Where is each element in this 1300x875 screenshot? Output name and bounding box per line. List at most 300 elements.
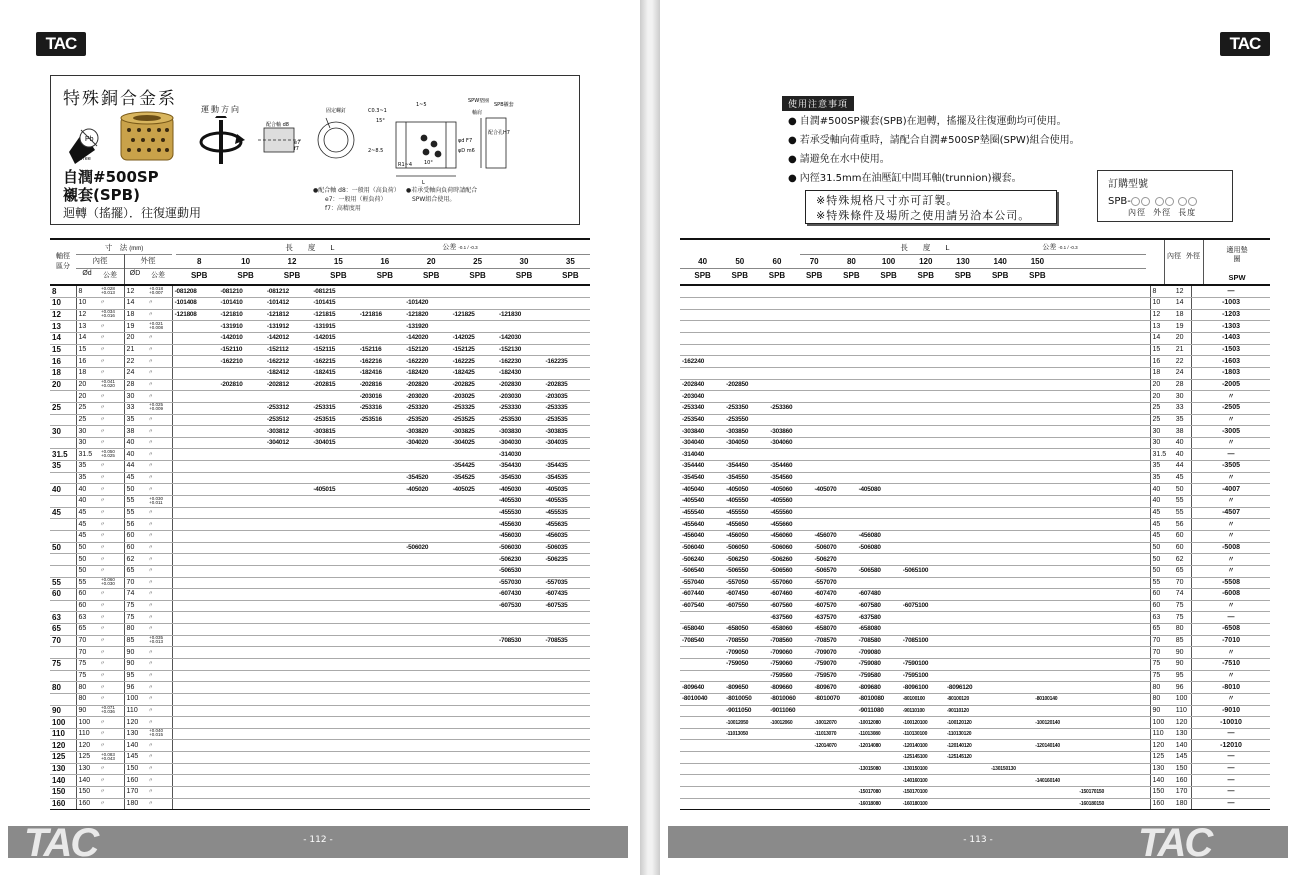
part-number: -253320 [404, 402, 450, 414]
inner-diameter: 140 [1150, 775, 1174, 787]
washer-code: -1603 [1192, 356, 1270, 368]
outer-diameter: 120 [124, 717, 146, 729]
inner-diameter: 140 [76, 775, 98, 787]
ditto-mark: 〃 [148, 696, 154, 703]
table-row [50, 414, 590, 426]
part-number [451, 705, 497, 717]
outer-diameter: 40 [124, 437, 146, 449]
inner-diameter: 35 [76, 461, 98, 473]
part-number [724, 775, 768, 787]
inner-diameter: 31.5 [1150, 449, 1174, 461]
part-number: -8010040 [680, 693, 724, 705]
spacer [1122, 530, 1146, 542]
outer-diameter: 95 [1174, 670, 1192, 682]
shaft-size: 50 [50, 542, 76, 554]
part-number [311, 391, 357, 403]
inner-diameter: 50 [1150, 542, 1174, 554]
ditto-mark: 〃 [100, 300, 106, 307]
part-number: -140160140 [1033, 775, 1077, 787]
shaft-size: 13 [50, 321, 76, 333]
spacer [1122, 414, 1146, 426]
part-number [768, 740, 812, 752]
outer-tolerance [146, 309, 172, 321]
part-number: -125145100 [901, 752, 945, 764]
part-number [989, 496, 1033, 508]
part-number: -405530 [497, 496, 543, 508]
part-number [989, 437, 1033, 449]
outer-diameter: 55 [124, 496, 146, 508]
inner-diameter: 55 [1150, 577, 1174, 589]
outer-diameter: 38 [1174, 426, 1192, 438]
part-number [497, 612, 543, 624]
part-number: -304025 [451, 437, 497, 449]
part-number [497, 321, 543, 333]
part-number: -9011050 [724, 705, 768, 717]
table-row [50, 565, 590, 577]
part-number [172, 484, 218, 496]
table-row [680, 426, 1270, 438]
part-number [680, 705, 724, 717]
part-number [358, 612, 404, 624]
part-number [497, 740, 543, 752]
part-number [989, 717, 1033, 729]
outer-tolerance [146, 600, 172, 612]
outer-diameter: 85 [1174, 635, 1192, 647]
part-number: -120140140 [1033, 740, 1077, 752]
part-number: -759050 [724, 659, 768, 671]
part-number: -405535 [543, 496, 590, 508]
part-number: -506080 [857, 542, 901, 554]
part-number [945, 600, 989, 612]
part-number [172, 496, 218, 508]
part-number [1033, 763, 1077, 775]
part-number [989, 472, 1033, 484]
shaft-size: 63 [50, 612, 76, 624]
part-number: -455650 [724, 519, 768, 531]
spacer [1122, 333, 1146, 345]
outer-diameter: 150 [124, 763, 146, 775]
part-number: -456060 [768, 530, 812, 542]
table-row [680, 461, 1270, 473]
part-number [172, 507, 218, 519]
part-number [265, 519, 311, 531]
part-number [768, 787, 812, 799]
part-number [358, 286, 404, 298]
spacer [1122, 693, 1146, 705]
part-number: -304015 [311, 437, 357, 449]
outer-diameter: 19 [124, 321, 146, 333]
part-number: -253325 [451, 402, 497, 414]
spacer [1122, 496, 1146, 508]
part-number: -8010070 [812, 693, 856, 705]
table-row [680, 437, 1270, 449]
part-number [451, 647, 497, 659]
ditto-mark: 〃 [100, 556, 106, 563]
ditto-mark: 〃 [148, 556, 154, 563]
part-number [724, 298, 768, 310]
inner-diameter: 25 [1150, 402, 1174, 414]
part-number: -101420 [404, 298, 450, 310]
part-number [724, 309, 768, 321]
outer-diameter: 90 [1174, 647, 1192, 659]
part-number [1077, 496, 1121, 508]
part-number [1077, 298, 1121, 310]
right-footer [668, 821, 1288, 865]
inner-diameter: 60 [76, 600, 98, 612]
part-number [219, 693, 265, 705]
part-number [989, 705, 1033, 717]
part-number [172, 519, 218, 531]
part-number [989, 554, 1033, 566]
part-number [1033, 344, 1077, 356]
part-number [724, 449, 768, 461]
table-row [50, 612, 590, 624]
outer-tolerance [146, 682, 172, 694]
outer-diameter: 55 [1174, 496, 1192, 508]
part-number [497, 763, 543, 775]
washer-code: — [1192, 775, 1270, 787]
part-number [404, 763, 450, 775]
part-number [311, 496, 357, 508]
part-number [857, 402, 901, 414]
ditto-mark: 〃 [148, 300, 154, 307]
outer-diameter: 90 [1174, 659, 1192, 671]
left-dimension-table [50, 286, 590, 810]
outer-diameter: 170 [1174, 787, 1192, 799]
part-number [945, 659, 989, 671]
spacer [1122, 589, 1146, 601]
inner-diameter: 90 [76, 705, 98, 717]
part-number: -162240 [680, 356, 724, 368]
part-number: -354450 [724, 461, 768, 473]
hdr-length-tol: 公差 -0.1 / -0.3 [442, 244, 478, 251]
part-number [451, 670, 497, 682]
part-number [543, 449, 590, 461]
part-number: -405050 [724, 484, 768, 496]
shaft-size: 100 [50, 717, 76, 729]
part-number [680, 752, 724, 764]
part-number [1077, 705, 1121, 717]
table-row [680, 286, 1270, 298]
note-4: ●若承受軸向負荷時請配合 [406, 187, 478, 194]
part-number [358, 298, 404, 310]
part-number: -152125 [451, 344, 497, 356]
part-number [404, 577, 450, 589]
part-number [311, 624, 357, 636]
part-number: -162215 [311, 356, 357, 368]
part-number [857, 344, 901, 356]
part-number [311, 775, 357, 787]
part-number [404, 519, 450, 531]
part-number: -253520 [404, 414, 450, 426]
part-number: -110130100 [901, 728, 945, 740]
inner-tolerance [98, 496, 124, 508]
part-number: -13015080 [857, 763, 901, 775]
angle-label: 15° [376, 118, 385, 124]
part-number: -354560 [768, 472, 812, 484]
part-number: -130150100 [901, 763, 945, 775]
part-number: -709070 [812, 647, 856, 659]
part-number [219, 600, 265, 612]
page-number: - 112 - [303, 835, 333, 845]
part-number [311, 589, 357, 601]
part-number: -152112 [265, 344, 311, 356]
part-number [265, 589, 311, 601]
part-number: -203040 [680, 391, 724, 403]
svg-text:Pb: Pb [85, 136, 94, 143]
outer-diameter: 140 [1174, 740, 1192, 752]
part-number [945, 530, 989, 542]
part-number: -11013080 [857, 728, 901, 740]
part-number [451, 542, 497, 554]
part-number [1033, 624, 1077, 636]
part-number: -354530 [497, 472, 543, 484]
part-number: -506270 [812, 554, 856, 566]
part-number: -303825 [451, 426, 497, 438]
table-row [680, 472, 1270, 484]
part-number [680, 717, 724, 729]
part-number [265, 565, 311, 577]
part-number: -142025 [451, 333, 497, 345]
washer-code: -12010 [1192, 740, 1270, 752]
ditto-mark: 〃 [100, 533, 106, 540]
part-number: -405540 [680, 496, 724, 508]
inner-diameter: 13 [1150, 321, 1174, 333]
spacer [1122, 356, 1146, 368]
part-number: -131920 [404, 321, 450, 333]
part-number [358, 461, 404, 473]
part-number [265, 717, 311, 729]
part-number [989, 740, 1033, 752]
usage-title: 使用注意事項 [782, 96, 854, 111]
washer-code: 〃 [1192, 565, 1270, 577]
part-number [1077, 589, 1121, 601]
part-number: -80100120 [945, 693, 989, 705]
washer-code: -1503 [1192, 344, 1270, 356]
shaft-size [50, 414, 76, 426]
ditto-mark: 〃 [100, 428, 106, 435]
length-header: 140 [993, 257, 1007, 266]
part-number [901, 612, 945, 624]
part-number: -456030 [497, 530, 543, 542]
part-number [404, 728, 450, 740]
product-subtitle: 迴轉（搖擺）．往復運動用 [63, 206, 202, 220]
part-number [404, 693, 450, 705]
part-number [543, 693, 590, 705]
part-number: -506570 [812, 565, 856, 577]
outer-diameter: 56 [124, 519, 146, 531]
washer-code: -9010 [1192, 705, 1270, 717]
part-number: -081215 [311, 286, 357, 298]
shaft-size [50, 565, 76, 577]
part-number: -162212 [265, 356, 311, 368]
page-113 [660, 0, 1300, 875]
inner-tolerance [98, 519, 124, 531]
part-number [219, 426, 265, 438]
table-row [680, 775, 1270, 787]
hdr-washer: 適用墊圈 [1226, 247, 1248, 263]
part-number [451, 298, 497, 310]
shaft-size: 150 [50, 787, 76, 799]
part-number [358, 472, 404, 484]
ditto-mark: 〃 [148, 486, 154, 493]
part-number: -142015 [311, 333, 357, 345]
outer-tolerance [146, 542, 172, 554]
part-number [812, 787, 856, 799]
part-number [265, 682, 311, 694]
part-number [543, 309, 590, 321]
tac-logo: TAC [36, 32, 86, 56]
part-number [812, 402, 856, 414]
shaft-size [50, 600, 76, 612]
part-number [1033, 461, 1077, 473]
ditto-mark: 〃 [100, 801, 106, 807]
part-number [989, 775, 1033, 787]
part-number [219, 530, 265, 542]
part-number [497, 624, 543, 636]
part-number [768, 333, 812, 345]
part-number [1077, 437, 1121, 449]
part-number [358, 484, 404, 496]
shaft-size: 14 [50, 333, 76, 345]
part-number [857, 472, 901, 484]
part-number: -202825 [451, 379, 497, 391]
part-number: -455550 [724, 507, 768, 519]
part-number [1033, 565, 1077, 577]
part-number: -809660 [768, 682, 812, 694]
part-number [989, 670, 1033, 682]
spb-header: SPB [880, 271, 897, 280]
ditto-mark: 〃 [148, 475, 154, 482]
inner-diameter: 30 [1150, 437, 1174, 449]
part-number [724, 740, 768, 752]
spacer [1122, 600, 1146, 612]
part-number [989, 728, 1033, 740]
part-number [265, 705, 311, 717]
inner-diameter: 80 [1150, 693, 1174, 705]
washer-code: -8010 [1192, 682, 1270, 694]
part-number: -253525 [451, 414, 497, 426]
part-number [311, 612, 357, 624]
ditto-mark: 〃 [148, 661, 154, 668]
part-number [901, 391, 945, 403]
part-number [945, 344, 989, 356]
part-number: -506060 [768, 542, 812, 554]
part-number: -354440 [680, 461, 724, 473]
part-number: -203030 [497, 391, 543, 403]
footer-logo: TAC [1138, 821, 1212, 865]
outer-tolerance [146, 461, 172, 473]
part-number [857, 752, 901, 764]
inner-diameter: 20 [1150, 391, 1174, 403]
part-number: -759070 [812, 659, 856, 671]
outer-diameter: 150 [1174, 763, 1192, 775]
inner-diameter: 55 [76, 577, 98, 589]
shaft-size [50, 391, 76, 403]
part-number [945, 298, 989, 310]
part-number: -506580 [857, 565, 901, 577]
spb-header: SPB [283, 271, 301, 280]
part-number [901, 298, 945, 310]
part-number: -160180150 [1077, 798, 1121, 810]
part-number: -253312 [265, 402, 311, 414]
spb-header: SPB [562, 271, 579, 280]
rotation-arrow-icon [191, 116, 251, 166]
outer-tolerance [146, 356, 172, 368]
washer-code: — [1192, 798, 1270, 810]
length-header: 10 [241, 257, 251, 266]
outer-diameter: 160 [124, 775, 146, 787]
part-number [1033, 414, 1077, 426]
shaft-size [50, 472, 76, 484]
washer-code: -5008 [1192, 542, 1270, 554]
part-number [404, 752, 450, 764]
part-number: -506035 [543, 542, 590, 554]
part-number [857, 309, 901, 321]
inner-tolerance [98, 577, 124, 589]
part-number [172, 542, 218, 554]
part-number [311, 472, 357, 484]
outer-tolerance [146, 647, 172, 659]
part-number [680, 298, 724, 310]
shaft-size [50, 670, 76, 682]
spacer [1122, 577, 1146, 589]
outer-tolerance [146, 635, 172, 647]
part-number [172, 461, 218, 473]
inner-diameter: 70 [76, 647, 98, 659]
inner-tolerance [98, 426, 124, 438]
part-number [1077, 356, 1121, 368]
spacer [1122, 682, 1146, 694]
inner-tolerance [98, 705, 124, 717]
part-number: -304012 [265, 437, 311, 449]
part-number: -10012080 [857, 717, 901, 729]
part-number [812, 356, 856, 368]
inner-diameter: 25 [76, 414, 98, 426]
part-number [1033, 600, 1077, 612]
part-number [451, 589, 497, 601]
inner-diameter: 100 [1150, 717, 1174, 729]
part-number: -607480 [857, 589, 901, 601]
shaft-size [50, 496, 76, 508]
part-number: -354540 [680, 472, 724, 484]
part-number [358, 693, 404, 705]
part-number [172, 682, 218, 694]
part-number: -637570 [812, 612, 856, 624]
part-number [265, 507, 311, 519]
spacer [1122, 717, 1146, 729]
part-number: -455535 [543, 507, 590, 519]
ditto-mark: 〃 [148, 463, 154, 470]
part-number [945, 542, 989, 554]
part-number: -405020 [404, 484, 450, 496]
part-number: -506560 [768, 565, 812, 577]
part-number: -121812 [265, 309, 311, 321]
inner-diameter: 18 [1150, 367, 1174, 379]
part-number [265, 635, 311, 647]
ditto-mark: 〃 [100, 638, 106, 645]
part-number: -253315 [311, 402, 357, 414]
inner-diameter: 12 [1150, 309, 1174, 321]
part-number [1033, 426, 1077, 438]
part-number [451, 496, 497, 508]
part-number [1077, 740, 1121, 752]
part-number [901, 333, 945, 345]
part-number [989, 461, 1033, 473]
inner-diameter: 30 [76, 437, 98, 449]
part-number [497, 647, 543, 659]
part-number [172, 589, 218, 601]
